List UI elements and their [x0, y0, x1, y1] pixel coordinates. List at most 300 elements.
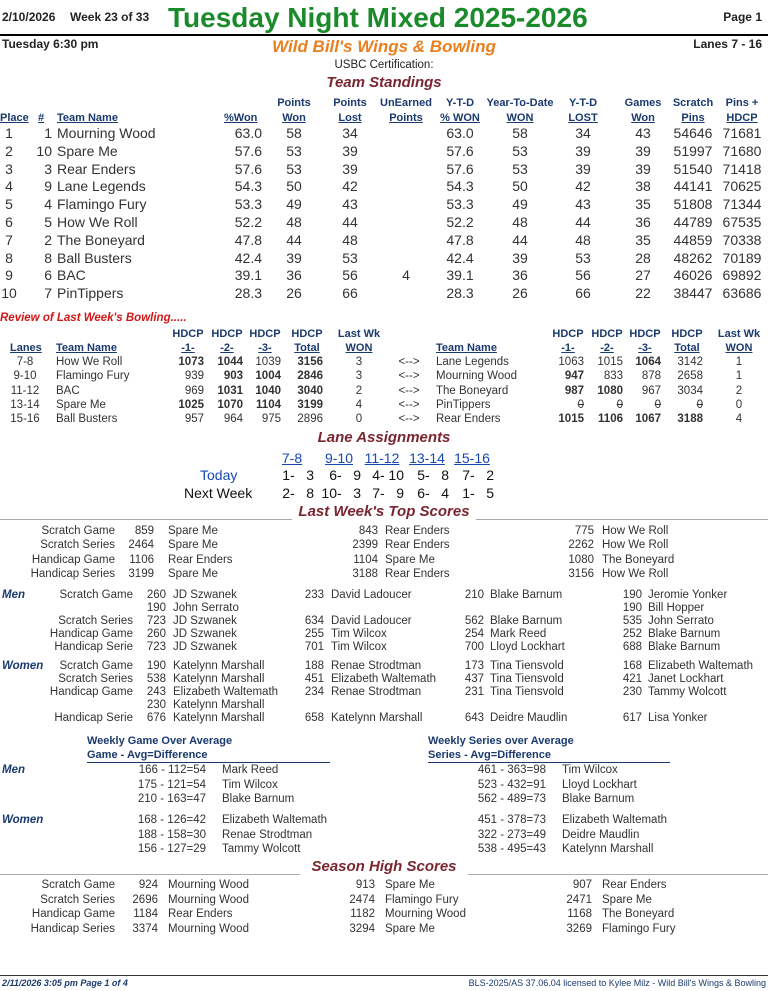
today-dash: - — [290, 467, 295, 483]
top-men-name: David Ladoucer — [331, 589, 412, 601]
review-tot-a: 3156 — [297, 356, 323, 368]
avg-women_game-calc: 156 - 127=29 — [137, 843, 206, 855]
review-g1-a: 939 — [184, 370, 204, 383]
col-ptslost-2: Lost — [338, 112, 362, 124]
review-tot-b: 3034 — [677, 384, 703, 397]
season-name: Mourning Wood — [168, 922, 249, 935]
top-team-name: Spare Me — [168, 539, 218, 552]
standings-num: 8 — [44, 249, 52, 266]
standings-ytdlost: 53 — [575, 249, 591, 266]
review-g3-a: 975 — [261, 413, 281, 426]
standings-ytdpct: 57.6 — [446, 160, 474, 177]
standings-scratch: 44789 — [673, 214, 713, 230]
today-team-a: 7 — [462, 467, 470, 483]
lanes-range: Lanes 7 - 16 — [693, 37, 762, 51]
review-g1-b: 1015 — [558, 413, 584, 426]
review-col-g1a-1: HDCP — [172, 328, 204, 340]
top-men-name: Mark Reed — [490, 628, 547, 641]
standings-scratch: 38447 — [673, 285, 713, 302]
standings-place: 1 — [5, 125, 13, 141]
top-team-score: 1080 — [568, 553, 594, 566]
lane-assignments-title: Lane Assignments — [317, 429, 451, 446]
review-col-g2a-1: HDCP — [211, 328, 243, 340]
standings-games: 43 — [635, 125, 651, 141]
standings-won: 53 — [286, 160, 302, 177]
standings-lost: 43 — [342, 196, 358, 213]
avg-women_game-name: Tammy Wolcott — [222, 843, 301, 855]
review-col-tota-2: Total — [294, 342, 320, 354]
season-score: 1168 — [567, 908, 592, 920]
top-team-name: The Boneyard — [602, 553, 675, 566]
week-indicator: Week 23 of 33 — [70, 10, 150, 24]
standings-games: 27 — [635, 267, 651, 284]
top-women-name: Tina Tiensvold — [490, 673, 564, 686]
top-team-score: 3156 — [568, 568, 594, 581]
avg-women_game-name: Renae Strodtman — [222, 828, 313, 841]
top-men-name: Tim Wilcox — [331, 641, 387, 654]
next-team-b: 5 — [486, 485, 494, 501]
standings-ytdpct: 28.3 — [446, 285, 474, 302]
standings-place: 4 — [5, 178, 13, 195]
standings-pct: 42.4 — [234, 249, 262, 266]
top-women-name: Elizabeth Waltemath — [331, 673, 437, 686]
standings-lost: 44 — [342, 214, 358, 230]
season-name: Mourning Wood — [168, 893, 249, 906]
standings-pct: 28.3 — [234, 285, 262, 302]
review-team-b: PinTippers — [436, 398, 491, 411]
standings-ytdwon: 50 — [512, 178, 528, 195]
standings-ytdlost: 43 — [575, 196, 591, 213]
standings-ytdwon: 58 — [512, 125, 528, 141]
season-score: 1184 — [133, 908, 158, 920]
top-men-score: 252 — [622, 628, 642, 641]
review-team-b: Rear Enders — [436, 413, 501, 426]
review-lanes: 7-8 — [16, 356, 34, 368]
review-g3-a: 1039 — [255, 356, 281, 368]
standings-pct: 63.0 — [234, 125, 262, 141]
top-team-label: Scratch Game — [41, 525, 115, 537]
league-title: Tuesday Night Mixed 2025-2026 — [168, 2, 588, 33]
col-games-1: Games — [624, 97, 662, 109]
top-women-name: Tina Tiensvold — [490, 660, 564, 672]
today-team-b: 8 — [441, 467, 449, 483]
top-men-score: 260 — [146, 628, 166, 641]
review-tot-b: 2658 — [677, 370, 703, 383]
standings-games: 22 — [635, 285, 651, 302]
lane-header: 11-12 — [364, 450, 400, 466]
standings-place: 3 — [5, 160, 13, 177]
review-team-b: Lane Legends — [436, 356, 509, 368]
standings-games: 35 — [635, 196, 651, 213]
footer-right: BLS-2025/AS 37.06.04 licensed to Kylee Milz - Wild Bill's Wings & Bowling — [468, 978, 766, 988]
review-col-wka-1: Last Wk — [337, 328, 381, 340]
report-date: 2/10/2026 — [2, 10, 56, 24]
standings-scratch: 51540 — [673, 160, 713, 177]
review-col-g3a-2: -3- — [258, 342, 272, 354]
col-ytdwon-1: Year-To-Date — [486, 97, 554, 109]
standings-hdcp: 70625 — [722, 178, 762, 195]
top-women-name: Tina Tiensvold — [490, 686, 564, 699]
top-team-score: 2262 — [568, 539, 594, 552]
season-score: 913 — [355, 879, 375, 891]
top-women-name: Elizabeth Waltemath — [173, 686, 279, 699]
review-g3-b: 1067 — [635, 413, 661, 426]
standings-place: 5 — [5, 196, 13, 213]
top-women-score: 230 — [146, 699, 166, 712]
top-women-score: 173 — [464, 660, 484, 672]
standings-games: 28 — [635, 249, 651, 266]
review-vs: <--> — [398, 370, 420, 383]
review-tot-b: 0 — [696, 398, 703, 411]
review-won-b: 1 — [735, 356, 743, 368]
top-men-name: Bill Hopper — [648, 602, 705, 615]
standings-team: Lane Legends — [57, 178, 146, 195]
standings-pct: 57.6 — [234, 160, 262, 177]
top-men-name: Blake Barnum — [490, 589, 563, 601]
season-name: Rear Enders — [168, 908, 233, 920]
standings-team: How We Roll — [57, 214, 138, 230]
standings-hdcp: 71418 — [722, 160, 762, 177]
standings-ytdwon: 53 — [512, 160, 528, 177]
avg-men_game-name: Mark Reed — [222, 764, 279, 776]
today-team-b: 10 — [388, 467, 404, 483]
standings-place: 2 — [5, 142, 13, 159]
standings-scratch: 51997 — [673, 142, 713, 159]
standings-scratch: 44141 — [673, 178, 713, 195]
top-men-name: John Serrato — [648, 615, 714, 628]
review-g2-a: 1044 — [217, 356, 243, 368]
col-ytdpct-2: % WON — [440, 112, 480, 124]
top-men-score: 723 — [146, 615, 166, 628]
review-team-a: Spare Me — [56, 398, 106, 411]
review-won-b: 0 — [735, 398, 743, 411]
avg-women-label: Women — [2, 814, 44, 826]
standings-won: 58 — [286, 125, 302, 141]
series-avg-title-2: Series - Avg=Difference — [428, 749, 551, 761]
top-men-score: 254 — [464, 628, 484, 641]
review-g1-b: 0 — [577, 398, 584, 411]
standings-hdcp: 71344 — [722, 196, 762, 213]
top-women-label: Handicap Serie — [54, 712, 133, 725]
review-won-a: 2 — [355, 384, 363, 397]
review-vs: <--> — [398, 384, 420, 397]
standings-games: 35 — [635, 231, 651, 248]
top-men-name: JD Szwanek — [173, 589, 237, 601]
review-tot-a: 2896 — [297, 413, 323, 426]
review-g3-b: 878 — [641, 370, 661, 383]
standings-hdcp: 67535 — [722, 214, 762, 230]
season-score: 907 — [572, 879, 592, 891]
standings-won: 36 — [286, 267, 302, 284]
review-col-lanes: Lanes — [10, 342, 42, 354]
game-avg-title-2: Game - Avg=Difference — [87, 749, 208, 761]
top-men-score: 634 — [304, 615, 324, 628]
top-team-score: 1104 — [353, 553, 378, 566]
standings-ytdlost: 66 — [575, 285, 591, 302]
review-won-b: 1 — [735, 370, 743, 383]
standings-place: 9 — [5, 267, 13, 284]
avg-women_series-calc: 451 - 378=73 — [477, 814, 546, 826]
day-time: Tuesday 6:30 pm — [2, 37, 99, 51]
col-place: Place — [0, 112, 29, 124]
standings-scratch: 54646 — [673, 125, 713, 141]
avg-men_series-calc: 461 - 363=98 — [477, 764, 546, 776]
standings-ytdwon: 44 — [512, 231, 528, 248]
avg-men_game-name: Tim Wilcox — [222, 778, 278, 791]
season-name: Spare Me — [602, 893, 652, 906]
top-women-label: Scratch Game — [59, 660, 133, 672]
review-g3-a: 1040 — [255, 384, 281, 397]
col-ytdpct-1: Y-T-D — [445, 97, 475, 109]
standings-ytdpct: 52.2 — [446, 214, 474, 230]
avg-men_game-calc: 175 - 121=54 — [137, 778, 206, 791]
season-name: Mourning Wood — [168, 879, 249, 891]
avg-men_series-name: Lloyd Lockhart — [562, 778, 637, 791]
standings-lost: 39 — [342, 142, 358, 159]
standings-lost: 66 — [342, 285, 358, 302]
review-lanes: 11-12 — [10, 384, 40, 397]
avg-women_game-calc: 168 - 126=42 — [137, 814, 206, 826]
standings-hdcp: 71681 — [722, 125, 762, 141]
review-won-a: 3 — [355, 370, 363, 383]
review-g1-b: 987 — [564, 384, 584, 397]
top-scores-title: Last Week's Top Scores — [292, 503, 476, 520]
review-g2-a: 1070 — [217, 398, 243, 411]
avg-women_series-calc: 538 - 495=43 — [477, 843, 546, 855]
standings-team: Spare Me — [57, 142, 118, 159]
standings-pct: 53.3 — [234, 196, 262, 213]
avg-men_series-calc: 523 - 432=91 — [477, 778, 546, 791]
top-women-score: 451 — [304, 673, 324, 686]
standings-hdcp: 70338 — [722, 231, 762, 248]
standings-won: 44 — [286, 231, 302, 248]
top-men-label: Handicap Game — [49, 628, 133, 641]
standings-won: 53 — [286, 142, 302, 159]
top-men-label: Scratch Game — [59, 589, 133, 601]
footer-left: 2/11/2026 3:05 pm Page 1 of 4 — [2, 978, 128, 988]
review-col-wkb-1: Last Wk — [717, 328, 761, 340]
next-dash: - — [337, 485, 342, 501]
top-women-score: 437 — [464, 673, 484, 686]
today-team-a: 6 — [329, 467, 337, 483]
col-scratch-2: Pins — [681, 112, 705, 124]
season-name: Flamingo Fury — [385, 893, 459, 906]
top-women-label: Handicap Game — [49, 686, 133, 699]
game-avg-underline — [87, 762, 330, 763]
review-col-g1a-2: -1- — [181, 342, 195, 354]
top-women-name: Renae Strodtman — [331, 686, 422, 699]
standings-place: 8 — [5, 249, 13, 266]
standings-lost: 34 — [342, 125, 358, 141]
top-women-score: 643 — [464, 712, 484, 725]
standings-ytdpct: 39.1 — [446, 267, 474, 284]
review-vs: <--> — [398, 356, 420, 368]
standings-scratch: 46026 — [673, 267, 713, 284]
avg-women_series-name: Katelynn Marshall — [562, 843, 654, 855]
season-name: Spare Me — [385, 922, 435, 935]
review-tot-a: 2846 — [297, 370, 323, 383]
standings-games: 38 — [635, 178, 651, 195]
col-ytdwon-2: WON — [506, 112, 534, 124]
col-num: # — [38, 112, 45, 124]
review-g1-b: 1063 — [558, 356, 584, 368]
col-unearned-2: Points — [389, 112, 423, 124]
top-women-name: Katelynn Marshall — [173, 673, 265, 686]
standings-ytdpct: 42.4 — [446, 249, 474, 266]
avg-women_game-calc: 188 - 158=30 — [137, 828, 206, 841]
standings-ytdlost: 56 — [575, 267, 591, 284]
lane-header: 15-16 — [454, 450, 490, 466]
next-team-b: 4 — [441, 485, 449, 501]
season-label: Handicap Series — [30, 922, 115, 935]
season-name: Mourning Wood — [385, 908, 466, 920]
top-team-name: How We Roll — [602, 525, 669, 537]
standings-ytdpct: 47.8 — [446, 231, 474, 248]
standings-unearned: 4 — [402, 267, 410, 284]
top-team-label: Handicap Series — [30, 568, 115, 581]
today-dash: - — [425, 467, 430, 483]
avg-women_game-name: Elizabeth Waltemath — [222, 814, 328, 826]
standings-ytdlost: 44 — [575, 214, 591, 230]
standings-team: PinTippers — [57, 285, 124, 302]
review-tot-a: 3040 — [297, 384, 323, 397]
top-men-name: David Ladoucer — [331, 615, 412, 628]
next-dash: - — [470, 485, 475, 501]
standings-ytdwon: 26 — [512, 285, 528, 302]
top-women-name: Katelynn Marshall — [173, 699, 265, 712]
standings-won: 50 — [286, 178, 302, 195]
season-score: 3374 — [132, 922, 158, 935]
next-team-a: 2 — [282, 485, 290, 501]
today-dash: - — [470, 467, 475, 483]
standings-won: 26 — [286, 285, 302, 302]
review-col-g3a-1: HDCP — [249, 328, 281, 340]
next-dash: - — [290, 485, 295, 501]
top-men-name: Blake Barnum — [648, 641, 721, 654]
top-men-score: 190 — [146, 602, 166, 615]
review-col-wkb-2: WON — [725, 342, 753, 354]
standings-team: Ball Busters — [57, 249, 132, 266]
lane-header: 9-10 — [324, 450, 354, 466]
top-team-score: 1106 — [129, 553, 154, 566]
review-g2-b: 0 — [616, 398, 623, 411]
review-g3-b: 967 — [641, 384, 661, 397]
review-col-team-a: Team Name — [56, 342, 117, 354]
season-score: 3269 — [566, 922, 592, 935]
review-team-b: The Boneyard — [436, 384, 509, 397]
standings-num: 9 — [44, 178, 52, 195]
top-women-name: Katelynn Marshall — [173, 712, 265, 725]
avg-men_series-calc: 562 - 489=73 — [477, 793, 546, 805]
today-team-a: 1 — [282, 467, 290, 483]
top-men-name: Blake Barnum — [490, 615, 563, 628]
top-women-name: Janet Lockhart — [648, 673, 724, 686]
top-women-score: 234 — [304, 686, 324, 699]
top-team-name: How We Roll — [602, 539, 669, 552]
season-name: Spare Me — [385, 879, 435, 891]
top-team-label: Handicap Game — [31, 553, 115, 566]
top-men-score: 701 — [304, 641, 324, 654]
review-team-a: How We Roll — [56, 356, 123, 368]
standings-lost: 39 — [342, 160, 358, 177]
series-avg-underline — [428, 762, 670, 763]
standings-ytdpct: 63.0 — [446, 125, 474, 141]
top-men-score: 190 — [622, 602, 642, 615]
next-team-b: 3 — [353, 485, 361, 501]
top-men-name: John Serrato — [173, 602, 239, 615]
page-label: Page 1 — [723, 10, 762, 24]
standings-team: Flamingo Fury — [57, 196, 147, 213]
review-won-a: 4 — [355, 398, 363, 411]
review-g2-b: 1080 — [597, 384, 623, 397]
top-women-name: Katelynn Marshall — [331, 712, 423, 725]
review-g3-b: 0 — [654, 398, 661, 411]
top-team-score: 843 — [358, 525, 378, 537]
review-col-g3b-2: -3- — [638, 342, 652, 354]
review-g2-a: 903 — [223, 370, 243, 383]
standings-place: 6 — [5, 214, 13, 230]
top-women-name: Deidre Maudlin — [490, 712, 568, 725]
footer-divider — [0, 975, 768, 976]
top-men-name: Lloyd Lockhart — [490, 641, 565, 654]
next-dash: - — [380, 485, 385, 501]
season-score: 2696 — [132, 893, 158, 906]
review-title: Review of Last Week's Bowling..... — [0, 312, 187, 324]
women-label: Women — [2, 660, 44, 672]
standings-scratch: 51808 — [673, 196, 713, 213]
review-team-b: Mourning Wood — [436, 370, 517, 383]
col-ptswon-1: Points — [277, 97, 311, 109]
top-team-name: How We Roll — [602, 568, 669, 581]
top-men-score: 562 — [464, 615, 484, 628]
standings-team: Rear Enders — [57, 160, 136, 177]
col-hdcp-2: HDCP — [726, 112, 758, 124]
season-score: 1182 — [350, 908, 375, 920]
top-men-score: 233 — [304, 589, 324, 601]
top-women-name: Renae Strodtman — [331, 660, 422, 672]
col-team: Team Name — [57, 112, 118, 124]
next-week-label: Next Week — [184, 485, 253, 501]
review-g3-a: 1104 — [256, 398, 281, 411]
season-name: The Boneyard — [602, 908, 675, 920]
bowling-center: Wild Bill's Wings & Bowling — [272, 37, 496, 56]
review-g2-a: 1031 — [217, 384, 243, 397]
season-label: Scratch Series — [40, 893, 115, 906]
review-g1-a: 1073 — [178, 356, 204, 368]
standings-won: 39 — [286, 249, 302, 266]
standings-won: 48 — [286, 214, 302, 230]
top-men-name: JD Szwanek — [173, 628, 237, 641]
top-men-score: 723 — [146, 641, 166, 654]
col-ytdlost-2: LOST — [568, 112, 598, 124]
top-women-label: Scratch Series — [58, 673, 133, 686]
top-men-name: JD Szwanek — [173, 615, 237, 628]
today-team-b: 2 — [486, 467, 494, 483]
top-team-name: Spare Me — [385, 553, 435, 566]
standings-hdcp: 70189 — [722, 249, 762, 266]
season-label: Handicap Game — [31, 908, 115, 920]
standings-ytdwon: 53 — [512, 142, 528, 159]
standings-ytdlost: 48 — [575, 231, 591, 248]
standings-scratch: 44859 — [673, 231, 713, 248]
review-col-tota-1: HDCP — [291, 328, 323, 340]
standings-ytdwon: 36 — [512, 267, 528, 284]
review-g1-b: 947 — [564, 370, 584, 383]
standings-lost: 56 — [342, 267, 358, 284]
review-g1-a: 969 — [184, 384, 204, 397]
review-g3-b: 1064 — [635, 356, 661, 368]
top-team-score: 3199 — [128, 568, 154, 581]
